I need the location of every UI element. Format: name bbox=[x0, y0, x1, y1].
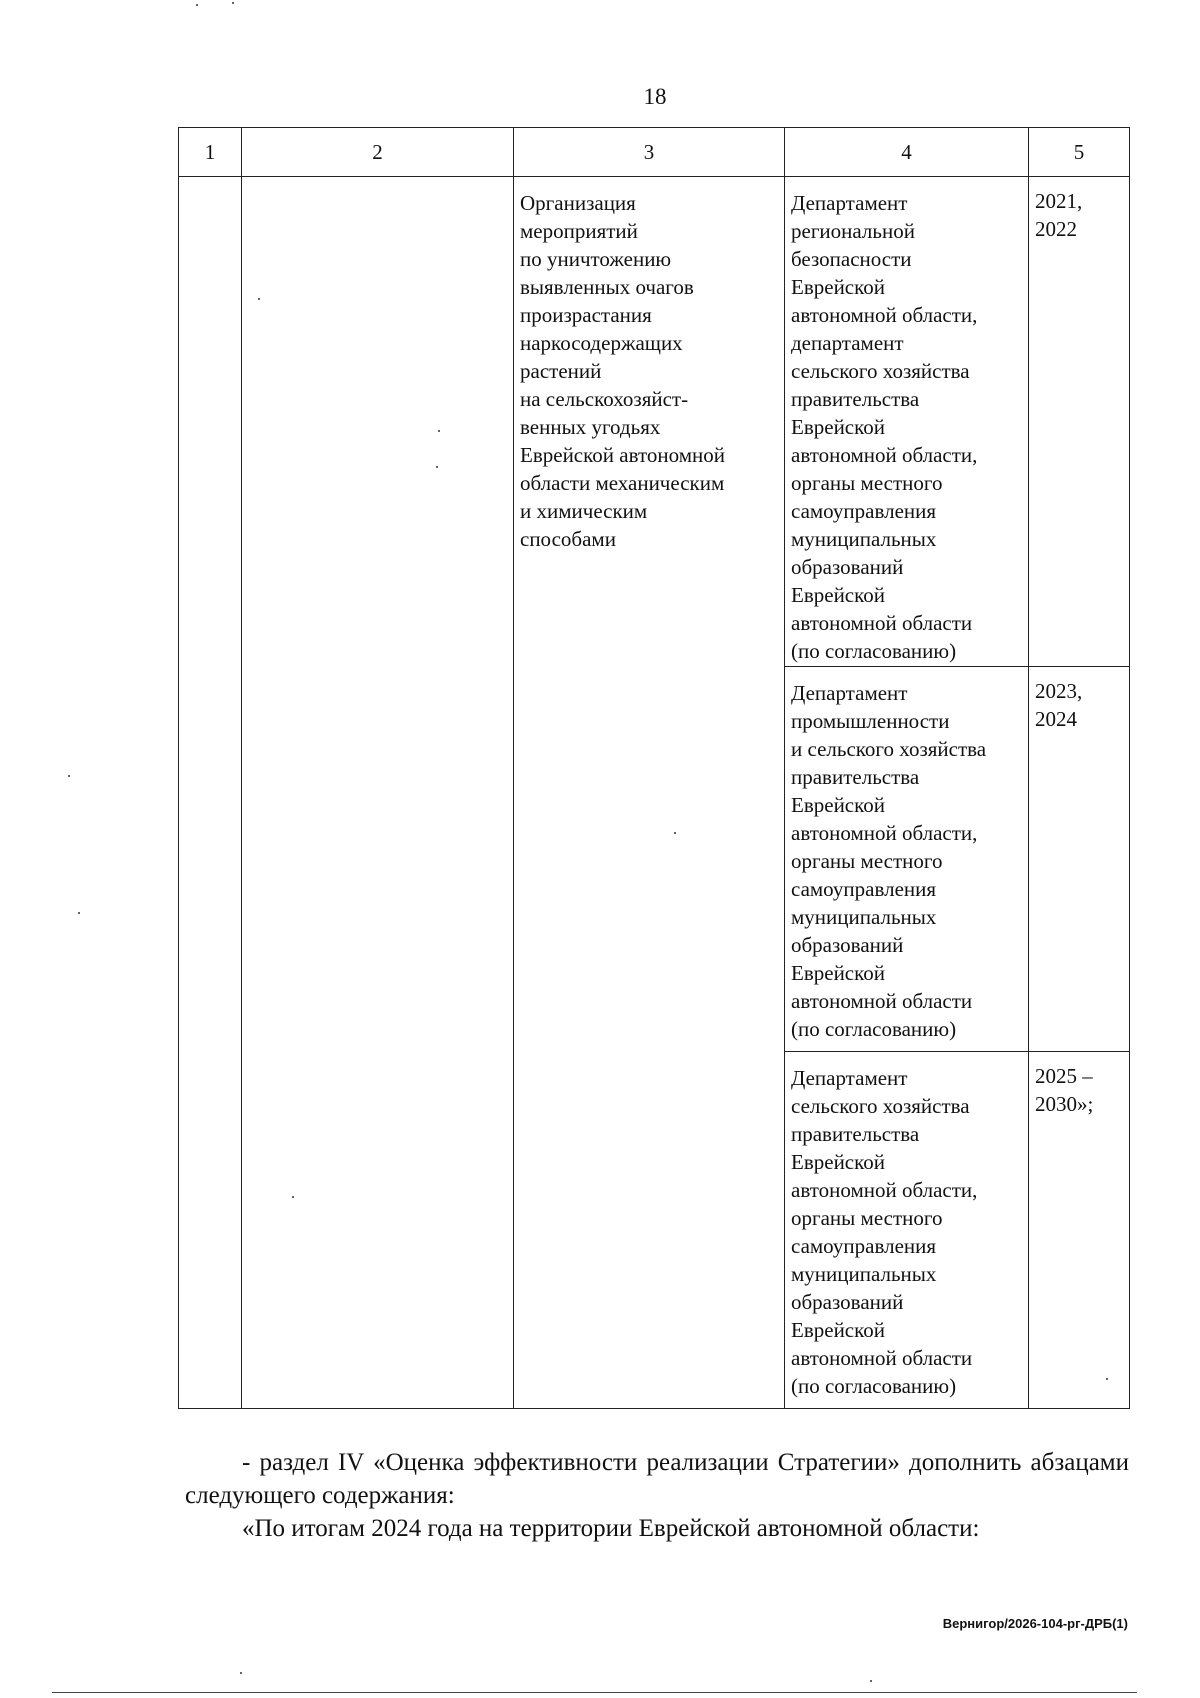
cell-years bbox=[1029, 667, 1130, 1052]
scan-speck bbox=[436, 466, 438, 468]
scan-speck bbox=[292, 1196, 294, 1198]
cell-years bbox=[1029, 177, 1130, 667]
scan-speck bbox=[438, 430, 440, 432]
executors-text: Департамент промышленности и сельского хозяйства правительства Еврейской автономной области, органы местного самоуправления муниципальных образований Еврейской автономной области (по согласованию) bbox=[791, 681, 987, 1041]
cell-executors bbox=[785, 177, 1029, 667]
page-number: 18 bbox=[643, 84, 667, 109]
column-header-4: 4 bbox=[785, 128, 1029, 177]
executors-text: Департамент региональной безопасности Еврейской автономной области, департамент сельского хозяйства правительства Еврейской автономной области, органы местного самоуправления муниципальных образований Еврейской автономной области (по согласованию) bbox=[791, 191, 978, 663]
measures-table bbox=[178, 127, 1130, 1409]
years-text: 2025 – 2030»; bbox=[1035, 1064, 1094, 1116]
scan-speck bbox=[68, 775, 70, 777]
cell-years bbox=[1029, 1052, 1130, 1409]
cell-executors bbox=[785, 667, 1029, 1052]
years-text: 2021, 2022 bbox=[1035, 189, 1083, 241]
measure-text: Организация мероприятий по уничтожению выявленных очагов произрастания наркосодержащих растений на сельскохозяйст- венных угодьях Еврейской автономной области механическим и химическим способами bbox=[520, 191, 725, 551]
table-row bbox=[179, 177, 1130, 667]
scan-speck bbox=[674, 832, 676, 834]
scan-speck bbox=[232, 2, 234, 4]
table-header-row bbox=[179, 128, 1130, 177]
scan-speck bbox=[240, 1672, 242, 1674]
scan-speck bbox=[870, 1680, 872, 1682]
cell-goal bbox=[242, 177, 514, 1409]
executors-text: Департамент сельского хозяйства правительства Еврейской автономной области, органы местного самоуправления муниципальных образований Еврейской автономной области (по согласованию) bbox=[791, 1066, 978, 1398]
scan-speck bbox=[1106, 1378, 1108, 1380]
years-text: 2023, 2024 bbox=[1035, 679, 1083, 731]
scan-speck bbox=[258, 298, 260, 300]
document-code: Вернигор/2026-104-рг-ДРБ(1) bbox=[942, 1616, 1128, 1631]
cell-executors bbox=[785, 1052, 1029, 1409]
scan-speck bbox=[196, 4, 198, 6]
quoted-paragraph: «По итогам 2024 года на территории Еврейской автономной области: bbox=[242, 1515, 980, 1542]
bottom-rule bbox=[52, 1692, 1137, 1693]
cell-number bbox=[179, 177, 242, 1409]
amendment-paragraph: - раздел IV «Оценка эффективности реализации Стратегии» дополнить абзацами следующего содержания: bbox=[185, 1449, 1129, 1509]
column-header-5: 5 bbox=[1029, 128, 1130, 177]
scan-speck bbox=[78, 912, 80, 914]
column-header-2: 2 bbox=[242, 128, 514, 177]
cell-measure bbox=[514, 177, 785, 1409]
column-header-1: 1 bbox=[179, 128, 242, 177]
column-header-3: 3 bbox=[514, 128, 785, 177]
